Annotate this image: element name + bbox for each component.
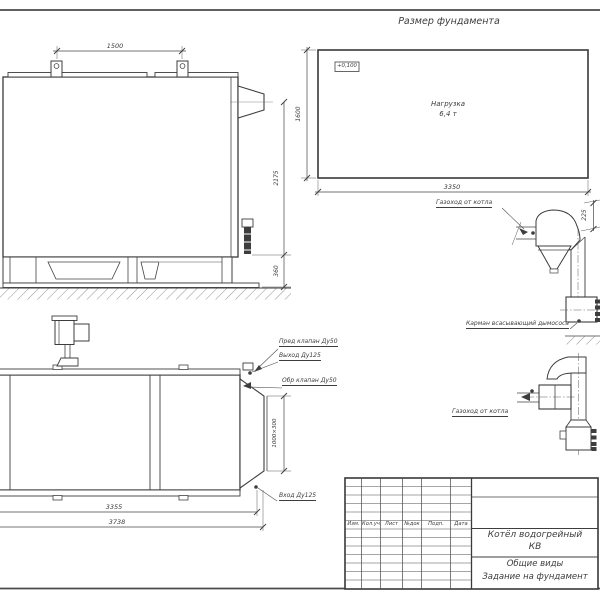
titleblock-header-izm: Изм. — [347, 520, 360, 527]
titleblock-header-podp: Подп. — [428, 520, 444, 527]
sideview-dim-base: 360 — [273, 265, 280, 277]
flue-assembly-bottom — [517, 353, 597, 455]
boiler-side-view — [0, 46, 291, 300]
titleblock-subtitle-line1: Общие виды — [506, 558, 564, 569]
foundation-dim-width: 3350 — [443, 183, 461, 191]
sideview-dim-lug-spacing: 1500 — [106, 41, 124, 50]
titleblock-subtitle-line2: Задание на фундамент — [482, 571, 588, 582]
plan-dim-length-total: 3738 — [108, 517, 126, 526]
plan-label-inlet: Вход Ду125 — [279, 493, 316, 501]
titleblock-header-koluch: Кол.уч — [362, 520, 380, 527]
boiler-plan-view — [0, 316, 291, 531]
flue-top-label: Газоход от котла — [436, 200, 492, 208]
foundation-load-line1: Нагрузка — [430, 100, 466, 108]
flue-bottom-label: Газоход от котла — [452, 409, 508, 417]
titleblock-header-ndok: №док — [404, 520, 420, 527]
plan-label-outlet: Выход Ду125 — [279, 353, 321, 361]
titleblock-header-data: Дата — [454, 520, 468, 527]
plan-label-safety-valve: Пред клапан Ду50 — [279, 339, 338, 347]
sideview-dim-height: 2175 — [273, 170, 280, 186]
plan-dim-front-section: 1000×300 — [272, 418, 278, 448]
plan-dim-length-body: 3355 — [105, 502, 123, 511]
titleblock-title-line2: КВ — [528, 542, 542, 552]
plan-label-check-valve: Обр клапан Ду50 — [282, 378, 337, 386]
foundation-load-line2: 6,4 т — [439, 110, 457, 118]
flue-top-dim-duct: 225 — [581, 209, 588, 221]
foundation-title: Размер фундамента — [398, 16, 500, 27]
titleblock-header-list: Лист — [384, 520, 399, 527]
pocket-label: Карман всасывающий дымососа — [466, 321, 569, 329]
titleblock-title-line1: Котёл водогрейный — [487, 530, 583, 540]
foundation-level-mark: +0,100 — [337, 62, 357, 69]
foundation-dim-height: 1600 — [295, 106, 302, 122]
